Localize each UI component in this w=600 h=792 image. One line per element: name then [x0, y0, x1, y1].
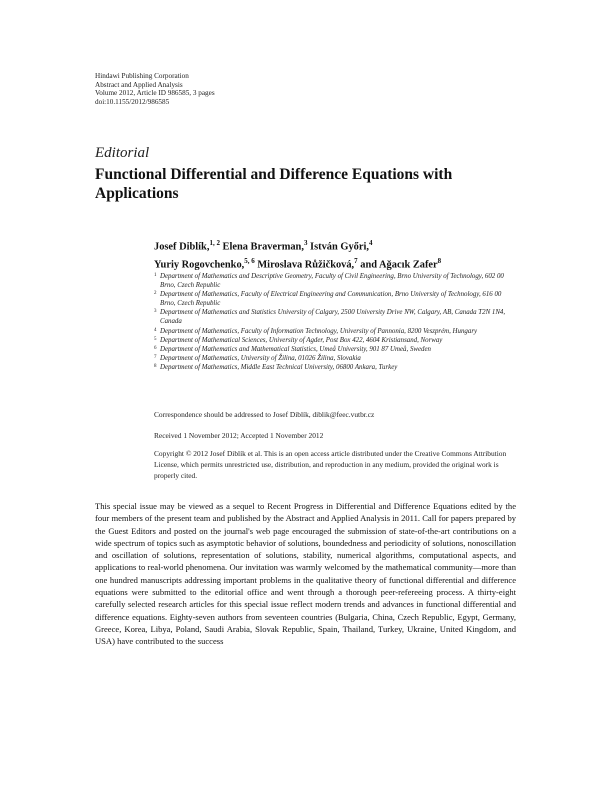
affiliation-number: 2: [154, 291, 157, 297]
affiliation-text: Department of Mathematics and Statistics University of Calgary, 2500 University Drive NW, Calgary, AB, Canada T2N 1N4, Canada: [160, 309, 506, 326]
journal-line: Abstract and Applied Analysis: [95, 80, 183, 89]
affiliation-item: [154, 308, 514, 326]
affiliation-text: Department of Mathematics, Faculty of Electrical Engineering and Communication, Brno University of Technology, 616 00 Brno, Czech Republic: [160, 291, 502, 308]
affiliation-number: 5: [154, 336, 157, 342]
author-affil-sup: 5, 6: [244, 257, 255, 266]
received-dates: Received 1 November 2012; Accepted 1 November 2012: [154, 431, 324, 440]
section-label: Editorial: [95, 145, 150, 161]
author-list: [154, 236, 441, 273]
affiliation-number: 7: [154, 355, 157, 361]
affiliation-text: Department of Mathematics, University of Žilina, 01026 Žilina, Slovakia: [160, 355, 361, 363]
author-name[interactable]: Yuriy Rogovchenko,: [154, 259, 245, 271]
affiliation-item: [154, 363, 514, 372]
volume-line: Volume 2012, Article ID 986585, 3 pages: [95, 89, 215, 98]
doi-line: doi:10.1155/2012/986585: [95, 97, 170, 106]
affiliation-text: Department of Mathematics and Descriptive Geometry, Faculty of Civil Engineering, Brno University of Technology, 602 00 Brno, Czech Republic: [160, 273, 504, 289]
affiliation-item: [154, 290, 514, 308]
affiliation-item: [154, 345, 514, 354]
author-affil-sup: 3: [303, 239, 308, 247]
affiliation-item: [154, 272, 514, 290]
publisher-line: Hindawi Publishing Corporation: [95, 72, 189, 80]
author-affil-sup: 4: [368, 239, 373, 247]
author-name[interactable]: Miroslava Růžičková,: [257, 259, 355, 271]
affiliation-number: 3: [154, 309, 157, 315]
author-affil-sup: 1, 2: [209, 239, 220, 247]
correspondence-note: Correspondence should be addressed to Josef Diblík, diblik@feec.vutbr.cz: [154, 410, 375, 419]
copyright-notice: Copyright © 2012 Josef Diblík et al. This is an open access article distributed under the Creative Commons Attribution License, which permits unrestricted use, distribution, and reproduction in any medium, provided the original work is properly cited.: [154, 449, 507, 480]
affiliation-text: Department of Mathematical Sciences, University of Agder, Post Box 422, 4604 Kristiansand, Norway: [160, 336, 443, 344]
affiliation-number: 1: [154, 273, 157, 278]
affiliation-text: Department of Mathematics, Faculty of Information Technology, University of Pannonia, 8200 Veszprém, Hungary: [160, 327, 478, 335]
author-line-1: [154, 236, 441, 254]
affiliation-item: [154, 327, 514, 336]
affiliation-item: [154, 354, 514, 363]
author-name[interactable]: and Ağacık Zafer: [360, 259, 438, 271]
affiliation-number: 8: [154, 364, 157, 370]
author-affil-sup: 7: [354, 257, 358, 266]
author-name[interactable]: Elena Braverman,: [222, 241, 304, 253]
author-affil-sup: 8: [437, 257, 442, 266]
affiliation-number: 4: [154, 327, 157, 333]
affiliation-text: Department of Mathematics and Mathematical Statistics, Umeå University, 901 87 Umeå, Sweden: [160, 345, 431, 353]
affiliation-item: [154, 336, 514, 345]
author-name[interactable]: Josef Diblík,: [154, 241, 210, 253]
affiliation-text: Department of Mathematics, Middle East Technical University, 06800 Ankara, Turkey: [160, 364, 398, 372]
author-name[interactable]: István Győri,: [310, 241, 369, 253]
affiliation-list: [154, 272, 514, 373]
author-line-2: [154, 254, 441, 272]
article-title: Functional Differential and Difference Equations with Applications: [95, 166, 453, 202]
journal-header: [95, 72, 215, 106]
body-paragraph: This special issue may be viewed as a sequel to Recent Progress in Differential and Difference Equations edited by the four members of the present team and published by the Abstract and Applied Analysis in 2011. Call for papers prepared by the Guest Editors and posted on the journal's web page encouraged the submission of state-of-the-art contributions on a wide spectrum of topics such as asymptotic behavior of solutions, boundedness and periodicity of solutions, nonoscillation and oscillation of solutions, representation of solutions, stability, numerical algorithms, computational aspects, and applications to real-world phenomena. Our invitation was warmly welcomed by the mathematical community—more than one hundred manuscripts addressing important problems in the qualitative theory of functional differential and difference equations were submitted to the editorial office and went through a thorough peer-refereeing process. A thirty-eight carefully selected research articles for this special issue reflect modern trends and advances in functional differential and difference equations. Eighty-seven authors from seventeen countries (Bulgaria, China, Czech Republic, Egypt, Germany, Greece, Korea, Libya, Poland, Saudi Arabia, Slovak Republic, Spain, Thailand, Turkey, Ukraine, United Kingdom, and USA) have contributed to the success: [95, 501, 516, 647]
affiliation-number: 6: [154, 345, 157, 351]
